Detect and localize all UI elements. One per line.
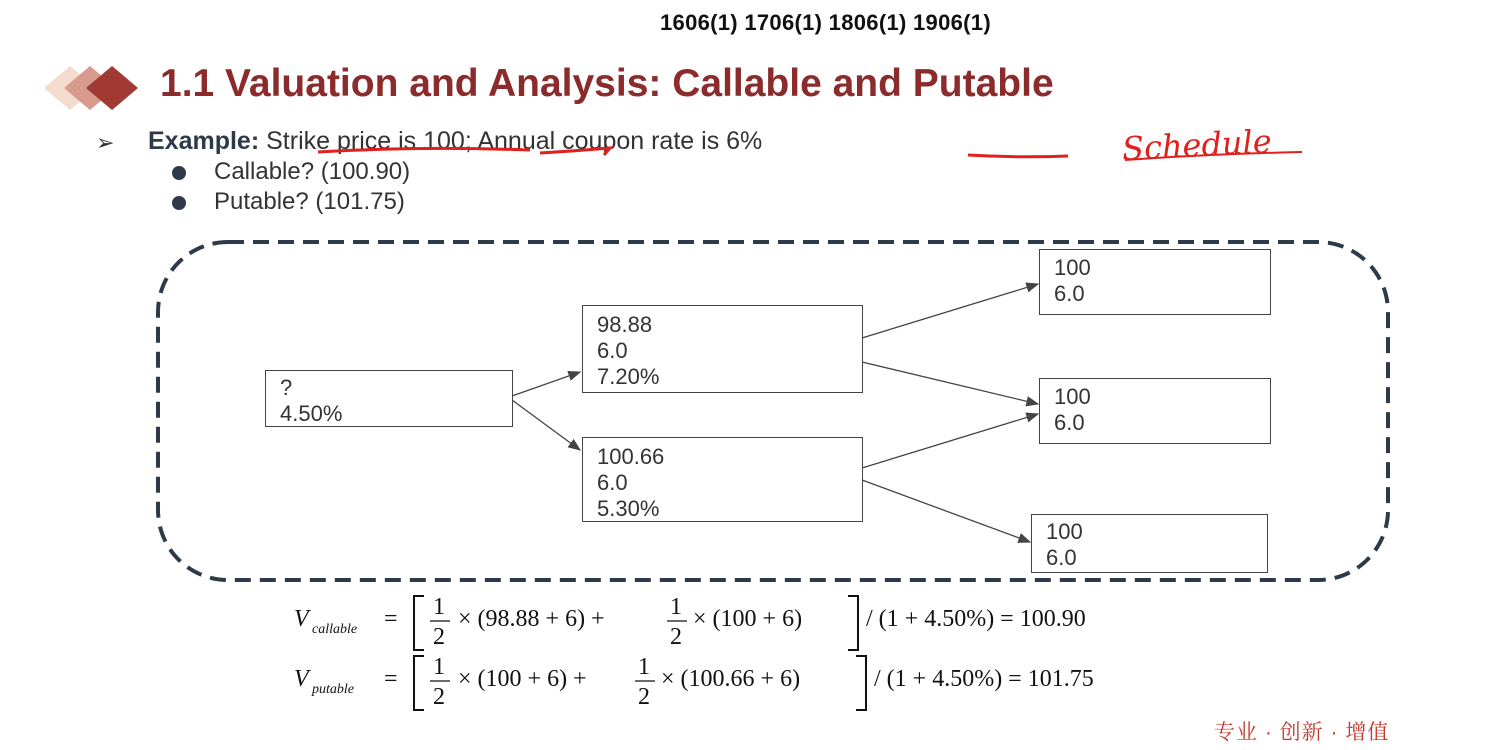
callable-eq: = [384,606,398,632]
down-coupon: 6.0 [597,470,628,495]
up-price: 98.88 [597,312,653,337]
leaf-mid-price: 100 [1054,384,1091,409]
down-price: 100.66 [597,444,665,469]
example-label: Example: [148,127,260,155]
putable-term2: × (100.66 + 6) [661,666,801,692]
strike-text: Strike price is [266,127,417,155]
bullet-callable: Callable? (100.90) [214,158,411,185]
putable-bracket-left [414,656,424,710]
leaf-top-coupon: 6.0 [1054,281,1085,306]
handwritten-annotation: Schedule [1121,122,1273,168]
putable-sub: putable [312,682,354,697]
callable-half1-num: 1 [433,594,445,620]
callable-half1-den: 2 [433,624,445,650]
putable-eq: = [384,666,398,692]
callable-half2-num: 1 [670,594,682,620]
strike-value: 100 [423,127,465,155]
putable-bracket-right [856,656,866,710]
callable-half2-den: 2 [670,624,682,650]
putable-term1: × (100 + 6) + [458,666,587,692]
footer-slogan: 专业 · 创新 · 增值 [1214,721,1390,744]
arrow-bullet-icon: ➢ [96,130,115,155]
root-rate: 4.50% [280,401,343,426]
root-price: ? [280,375,293,400]
putable-half1-num: 1 [433,654,445,680]
leaf-bottom-coupon: 6.0 [1046,545,1077,570]
coupon-text: ; Annual coupon rate is [464,127,720,155]
putable-tail: / (1 + 4.50%) = 101.75 [874,666,1094,692]
leaf-mid-coupon: 6.0 [1054,410,1085,435]
leaf-top-price: 100 [1054,255,1091,280]
page-title: 1.1 Valuation and Analysis: Callable and Putable [160,62,1054,105]
bullet-putable: Putable? (101.75) [214,188,405,215]
putable-half1-den: 2 [433,684,445,710]
up-rate: 7.20% [597,364,660,389]
coupon-value: 6% [726,127,763,155]
callable-bracket-right [848,596,858,650]
down-rate: 5.30% [597,496,660,521]
putable-v: V [294,666,309,692]
up-coupon: 6.0 [597,338,628,363]
callable-bracket-left [414,596,424,650]
callable-sub: callable [312,622,358,637]
exam-codes: 1606(1) 1706(1) 1806(1) 1906(1) [660,10,991,35]
putable-half2-num: 1 [638,654,650,680]
leaf-bottom-price: 100 [1046,519,1083,544]
callable-term2: × (100 + 6) [693,606,803,632]
callable-tail: / (1 + 4.50%) = 100.90 [866,606,1086,632]
putable-half2-den: 2 [638,684,650,710]
callable-v: V [294,606,309,632]
callable-term1: × (98.88 + 6) + [458,606,605,632]
